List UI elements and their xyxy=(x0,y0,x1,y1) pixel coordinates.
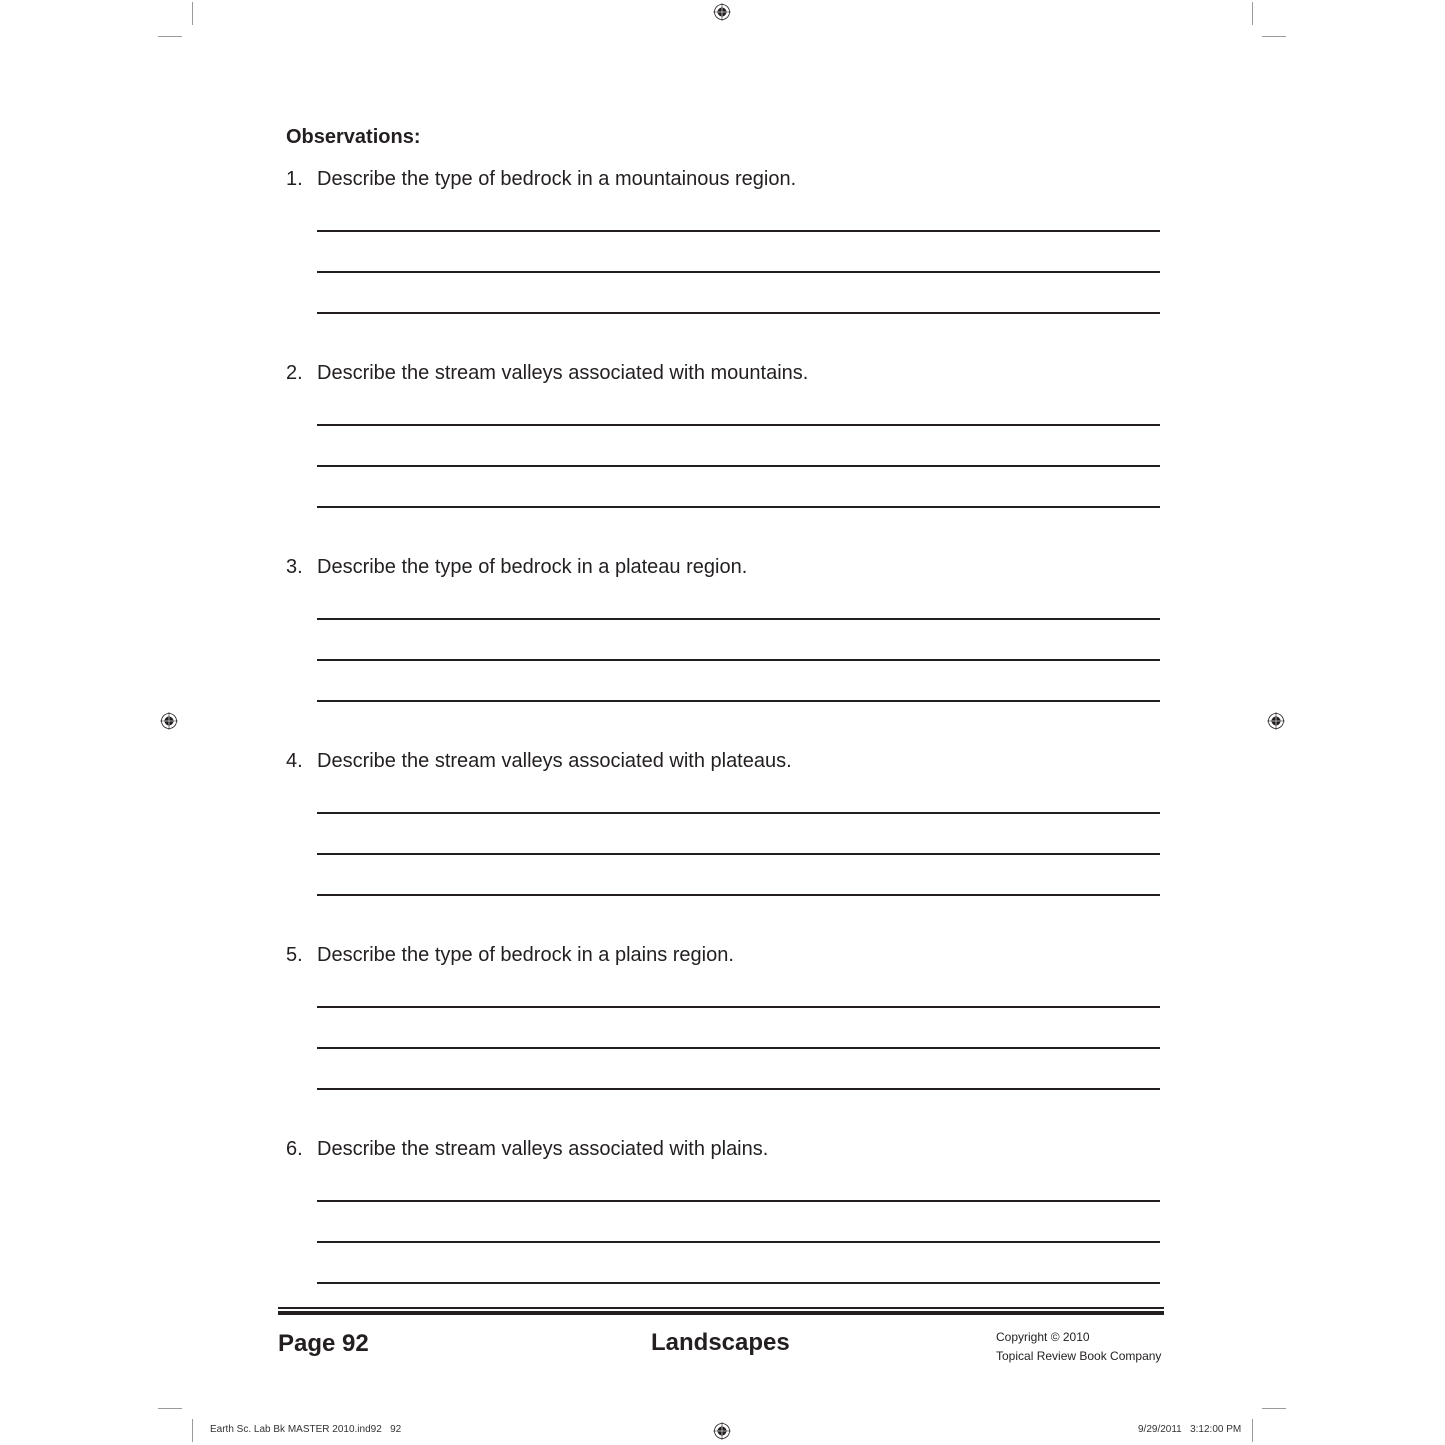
footer-rule xyxy=(278,1307,1164,1309)
answer-line[interactable] xyxy=(317,618,1160,620)
answer-line[interactable] xyxy=(317,230,1160,232)
answer-line[interactable] xyxy=(317,1241,1160,1243)
question-6 xyxy=(286,1138,768,1161)
question-text: Describe the stream valleys associated with plateaus. xyxy=(317,750,792,772)
footer-rule xyxy=(278,1311,1164,1315)
crop-mark xyxy=(158,1408,182,1409)
answer-line[interactable] xyxy=(317,1282,1160,1284)
registration-mark-icon xyxy=(713,1422,731,1440)
answer-line[interactable] xyxy=(317,1047,1160,1049)
question-number: 4. xyxy=(286,750,303,772)
answer-line[interactable] xyxy=(317,659,1160,661)
question-4 xyxy=(286,750,792,773)
slug-filename: Earth Sc. Lab Bk MASTER 2010.ind92 92 xyxy=(210,1424,402,1435)
question-text: Describe the type of bedrock in a mountainous region. xyxy=(317,168,797,190)
question-number: 1. xyxy=(286,168,303,190)
question-1 xyxy=(286,168,796,191)
question-text: Describe the stream valleys associated with mountains. xyxy=(317,362,809,384)
publisher: Topical Review Book Company xyxy=(996,1349,1162,1363)
question-number: 3. xyxy=(286,556,303,578)
answer-line[interactable] xyxy=(317,506,1160,508)
question-2 xyxy=(286,362,808,385)
page-number: Page 92 xyxy=(278,1330,369,1357)
answer-line[interactable] xyxy=(317,1088,1160,1090)
registration-mark-icon xyxy=(160,712,178,730)
registration-mark-icon xyxy=(1267,712,1285,730)
chapter-title: Landscapes xyxy=(651,1329,790,1356)
question-text: Describe the type of bedrock in a plateau region. xyxy=(317,556,748,578)
question-5 xyxy=(286,944,734,967)
crop-mark xyxy=(1252,1419,1253,1442)
question-number: 2. xyxy=(286,362,303,384)
copyright: Copyright © 2010 xyxy=(996,1330,1090,1344)
answer-line[interactable] xyxy=(317,1200,1160,1202)
question-text: Describe the stream valleys associated with plains. xyxy=(317,1138,769,1160)
crop-mark xyxy=(158,36,182,37)
answer-line[interactable] xyxy=(317,812,1160,814)
answer-line[interactable] xyxy=(317,700,1160,702)
question-text: Describe the type of bedrock in a plains region. xyxy=(317,944,734,966)
answer-line[interactable] xyxy=(317,853,1160,855)
registration-mark-icon xyxy=(713,3,731,21)
crop-mark xyxy=(192,1419,193,1442)
question-3 xyxy=(286,556,747,579)
crop-mark xyxy=(1262,36,1286,37)
answer-line[interactable] xyxy=(317,271,1160,273)
answer-line[interactable] xyxy=(317,312,1160,314)
crop-mark xyxy=(1252,2,1253,25)
answer-line[interactable] xyxy=(317,424,1160,426)
slug-datetime: 9/29/2011 3:12:00 PM xyxy=(1138,1424,1242,1435)
answer-line[interactable] xyxy=(317,1006,1160,1008)
answer-line[interactable] xyxy=(317,894,1160,896)
section-heading: Observations: xyxy=(286,126,421,148)
crop-mark xyxy=(192,2,193,25)
crop-mark xyxy=(1262,1408,1286,1409)
answer-line[interactable] xyxy=(317,465,1160,467)
question-number: 6. xyxy=(286,1138,303,1160)
question-number: 5. xyxy=(286,944,303,966)
